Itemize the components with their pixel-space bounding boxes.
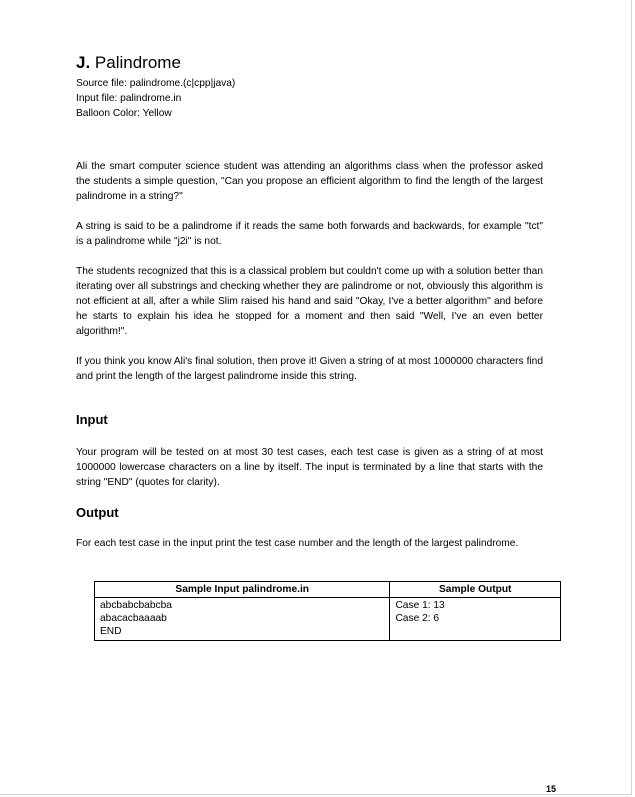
sample-input-line: END: [100, 626, 122, 637]
sample-output-line: Case 2: 6: [395, 613, 440, 624]
statement-paragraph-1: Ali the smart computer science student was attending an algorithms class when the professor asked the students a simple question, "Can you propose an efficient algorithm to find the length of the largest palindrome in a string?": [76, 161, 543, 202]
sample-input-cell: [95, 598, 390, 641]
sample-input-header: Sample Input palindrome.in: [95, 582, 390, 598]
sample-input-line: abcbabcbabcba: [100, 600, 172, 611]
statement-paragraph-2: A string is said to be a palindrome if it reads the same both forwards and backwards, for example "tct" is a palindrome while "j2i" is not.: [76, 221, 543, 247]
sample-output-line: Case 1: 13: [395, 600, 445, 611]
sample-input-line: abacacbaaaab: [100, 613, 167, 624]
sample-table: [94, 581, 561, 641]
sample-output-cell: [390, 598, 561, 641]
statement-paragraph-4: If you think you know Ali's final solution, then prove it! Given a string of at most 1000000 characters find and print the length of the largest palindrome inside this string.: [76, 356, 543, 382]
input-description: Your program will be tested on at most 30 test cases, each test case is given as a string of at most 1000000 lowercase characters on a line by itself. The input is terminated by a line that starts with the string "END" (quotes for clarity).: [76, 447, 543, 488]
problem-content: [76, 52, 543, 551]
balloon-color: Balloon Color: Yellow: [76, 108, 172, 119]
output-description: For each test case in the input print the test case number and the length of the largest palindrome.: [76, 538, 519, 549]
output-heading: Output: [76, 505, 119, 520]
source-file: Source file: palindrome.(c|cpp|java): [76, 78, 236, 89]
sample-table-row: [95, 598, 561, 641]
problem-name: Palindrome: [94, 53, 181, 72]
problem-letter: J.: [76, 53, 91, 72]
statement-paragraph-3: The students recognized that this is a classical problem but couldn't come up with a solution better than iterating over all substrings and checking whether they are palindrome or not, obviously this algorithm is not efficient at all, after a while Slim raised his hand and said "Okay, I've a better algorithm" and before he starts to explain his idea he stopped for a moment and then said "Well, I've an even better algorithm!".: [76, 266, 543, 337]
input-file: Input file: palindrome.in: [76, 93, 182, 104]
input-heading: Input: [76, 412, 108, 427]
sample-table-header-row: [95, 582, 561, 598]
page-number: 15: [545, 784, 556, 794]
problem-title: [76, 52, 543, 74]
sample-output-header: Sample Output: [390, 582, 561, 598]
